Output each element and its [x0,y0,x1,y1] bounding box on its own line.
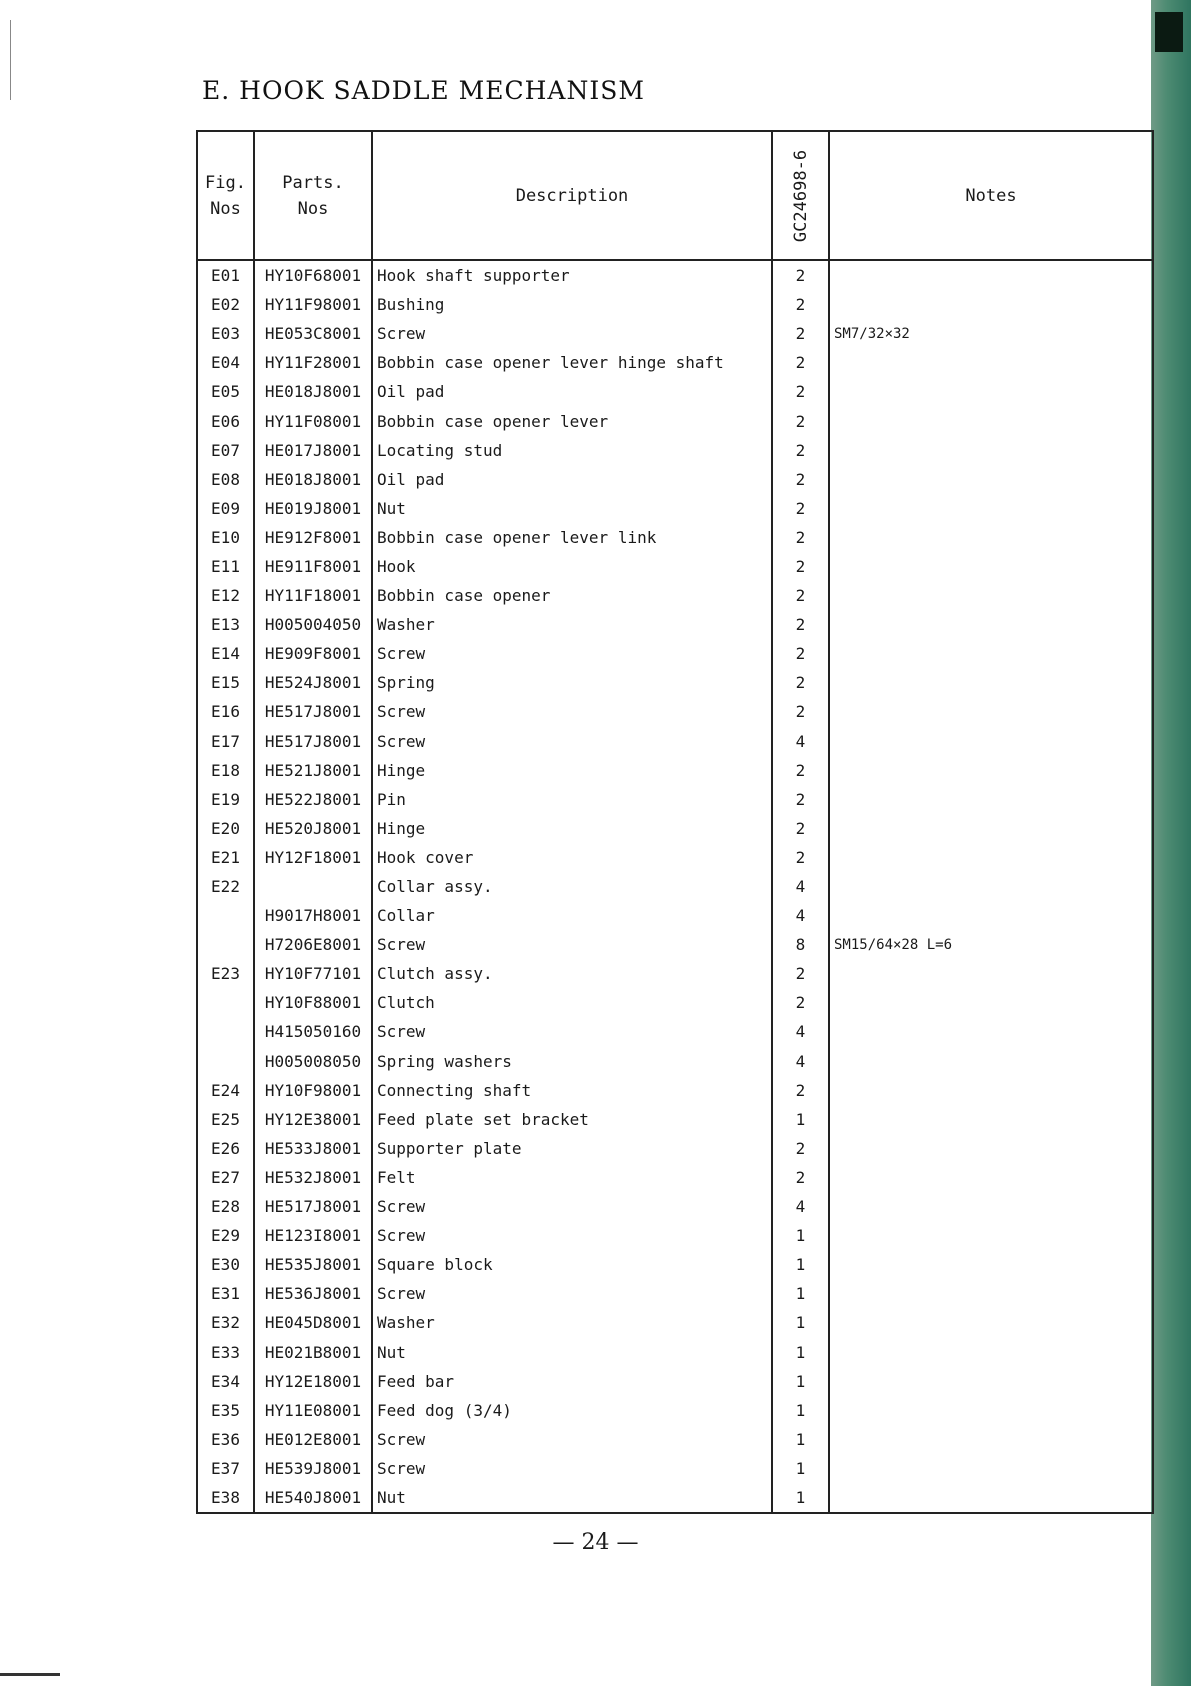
notes-cell [829,1221,1153,1250]
fig-cell: E18 [197,756,254,785]
notes-cell [829,1134,1153,1163]
fig-cell: E23 [197,959,254,988]
quantity-cell: 2 [772,610,829,639]
fig-cell: E05 [197,377,254,406]
description-cell: Bobbin case opener [372,581,772,610]
fig-cell: E19 [197,785,254,814]
col-header-model-text: GC24698-6 [790,149,811,242]
table-row [197,639,1153,668]
quantity-cell: 2 [772,494,829,523]
parts-table-header [197,131,1153,260]
quantity-cell: 1 [772,1337,829,1366]
quantity-cell: 2 [772,668,829,697]
description-cell: Clutch [372,988,772,1017]
notes-cell [829,639,1153,668]
table-row [197,1017,1153,1046]
quantity-cell: 2 [772,785,829,814]
description-cell: Bobbin case opener lever hinge shaft [372,348,772,377]
part-number-cell: HY12F18001 [254,843,372,872]
description-cell: Bushing [372,290,772,319]
part-number-cell: H9017H8001 [254,901,372,930]
notes-cell [829,1483,1153,1513]
table-row [197,930,1153,959]
table-row [197,1105,1153,1134]
part-number-cell: HY11F28001 [254,348,372,377]
part-number-cell: HE539J8001 [254,1454,372,1483]
notes-cell [829,494,1153,523]
table-row [197,377,1153,406]
fig-cell: E10 [197,523,254,552]
notes-cell [829,1396,1153,1425]
notes-cell [829,1367,1153,1396]
quantity-cell: 4 [772,1192,829,1221]
part-number-cell: HE520J8001 [254,814,372,843]
part-number-cell: HE019J8001 [254,494,372,523]
quantity-cell: 2 [772,814,829,843]
part-number-cell: HE012E8001 [254,1425,372,1454]
description-cell: Washer [372,610,772,639]
fig-cell: E08 [197,465,254,494]
quantity-cell: 2 [772,959,829,988]
part-number-cell: HE540J8001 [254,1483,372,1513]
quantity-cell: 2 [772,988,829,1017]
fig-cell: E24 [197,1076,254,1105]
description-cell: Hook cover [372,843,772,872]
notes-cell [829,727,1153,756]
table-row [197,1076,1153,1105]
fig-cell: E13 [197,610,254,639]
table-row [197,523,1153,552]
fig-cell: E12 [197,581,254,610]
parts-table-body [197,260,1153,1513]
description-cell: Washer [372,1308,772,1337]
table-row [197,668,1153,697]
description-cell: Clutch assy. [372,959,772,988]
quantity-cell: 1 [772,1105,829,1134]
fig-cell: E09 [197,494,254,523]
notes-cell [829,1250,1153,1279]
col-header-description: Description [372,131,772,260]
notes-cell [829,581,1153,610]
quantity-cell: 4 [772,1047,829,1076]
part-number-cell: HE532J8001 [254,1163,372,1192]
notes-cell [829,785,1153,814]
fig-cell: E36 [197,1425,254,1454]
description-cell: Screw [372,930,772,959]
part-number-cell: HE517J8001 [254,1192,372,1221]
table-row [197,1454,1153,1483]
description-cell: Spring [372,668,772,697]
description-cell: Bobbin case opener lever [372,406,772,435]
notes-cell [829,260,1153,290]
quantity-cell: 2 [772,523,829,552]
table-row [197,727,1153,756]
col-header-fig-line2: Nos [210,198,241,219]
fig-cell: E28 [197,1192,254,1221]
notes-cell: SM15/64×28 L=6 [829,930,1153,959]
fig-cell: E26 [197,1134,254,1163]
fig-cell: E31 [197,1279,254,1308]
quantity-cell: 1 [772,1221,829,1250]
part-number-cell: HY11F98001 [254,290,372,319]
fig-cell: E17 [197,727,254,756]
notes-cell [829,377,1153,406]
fig-cell [197,930,254,959]
table-row [197,988,1153,1017]
table-row [197,959,1153,988]
margin-line [10,20,11,100]
table-row [197,756,1153,785]
table-row [197,436,1153,465]
part-number-cell: HE045D8001 [254,1308,372,1337]
quantity-cell: 2 [772,406,829,435]
page-edge-strip [1151,0,1191,1686]
fig-cell: E01 [197,260,254,290]
notes-cell [829,1425,1153,1454]
notes-cell [829,697,1153,726]
description-cell: Feed dog (3/4) [372,1396,772,1425]
notes-cell [829,872,1153,901]
part-number-cell: HE517J8001 [254,697,372,726]
fig-cell: E35 [197,1396,254,1425]
quantity-cell: 1 [772,1250,829,1279]
table-row [197,1250,1153,1279]
fig-cell: E22 [197,872,254,901]
fig-cell: E15 [197,668,254,697]
fig-cell: E20 [197,814,254,843]
header-row [197,131,1153,260]
quantity-cell: 4 [772,727,829,756]
part-number-cell: HE053C8001 [254,319,372,348]
quantity-cell: 2 [772,290,829,319]
fig-cell: E38 [197,1483,254,1513]
fig-cell: E27 [197,1163,254,1192]
description-cell: Screw [372,1017,772,1046]
notes-cell [829,436,1153,465]
part-number-cell: H7206E8001 [254,930,372,959]
quantity-cell: 1 [772,1279,829,1308]
notes-cell [829,348,1153,377]
notes-cell [829,1279,1153,1308]
table-row [197,785,1153,814]
fig-cell: E16 [197,697,254,726]
fig-cell: E06 [197,406,254,435]
description-cell: Collar assy. [372,872,772,901]
table-row [197,581,1153,610]
col-header-parts-line1: Parts. [282,172,344,193]
description-cell: Screw [372,727,772,756]
description-cell: Oil pad [372,377,772,406]
fig-cell: E32 [197,1308,254,1337]
quantity-cell: 1 [772,1483,829,1513]
parts-table [196,130,1154,1514]
quantity-cell: 1 [772,1425,829,1454]
part-number-cell: H005004050 [254,610,372,639]
part-number-cell: HE535J8001 [254,1250,372,1279]
notes-cell: SM7/32×32 [829,319,1153,348]
table-row [197,872,1153,901]
description-cell: Nut [372,1483,772,1513]
notes-cell [829,1047,1153,1076]
quantity-cell: 4 [772,901,829,930]
description-cell: Hinge [372,814,772,843]
fig-cell: E04 [197,348,254,377]
description-cell: Screw [372,1221,772,1250]
table-row [197,552,1153,581]
part-number-cell [254,872,372,901]
fig-cell: E34 [197,1367,254,1396]
part-number-cell: HY12E18001 [254,1367,372,1396]
quantity-cell: 2 [772,639,829,668]
table-row [197,1047,1153,1076]
notes-cell [829,814,1153,843]
description-cell: Screw [372,1425,772,1454]
table-row [197,494,1153,523]
part-number-cell: HE123I8001 [254,1221,372,1250]
page-number: — 24 — [552,1530,639,1555]
table-row [197,1279,1153,1308]
notes-cell [829,843,1153,872]
description-cell: Hook [372,552,772,581]
table-row [197,697,1153,726]
quantity-cell: 1 [772,1367,829,1396]
description-cell: Spring washers [372,1047,772,1076]
col-header-notes: Notes [829,131,1153,260]
description-cell: Collar [372,901,772,930]
fig-cell [197,901,254,930]
fig-cell [197,1017,254,1046]
part-number-cell: H005008050 [254,1047,372,1076]
notes-cell [829,610,1153,639]
notes-cell [829,988,1153,1017]
notes-cell [829,1105,1153,1134]
description-cell: Screw [372,697,772,726]
quantity-cell: 2 [772,377,829,406]
description-cell: Supporter plate [372,1134,772,1163]
description-cell: Locating stud [372,436,772,465]
part-number-cell: HE521J8001 [254,756,372,785]
part-number-cell: HE017J8001 [254,436,372,465]
notes-cell [829,959,1153,988]
table-row [197,1192,1153,1221]
description-cell: Pin [372,785,772,814]
quantity-cell: 1 [772,1308,829,1337]
notes-cell [829,290,1153,319]
fig-cell: E37 [197,1454,254,1483]
table-row [197,1163,1153,1192]
fig-cell: E03 [197,319,254,348]
notes-cell [829,756,1153,785]
part-number-cell: HE911F8001 [254,552,372,581]
quantity-cell: 1 [772,1454,829,1483]
table-row [197,814,1153,843]
part-number-cell: HE912F8001 [254,523,372,552]
part-number-cell: HE517J8001 [254,727,372,756]
description-cell: Oil pad [372,465,772,494]
part-number-cell: HE018J8001 [254,465,372,494]
description-cell: Screw [372,1454,772,1483]
quantity-cell: 2 [772,465,829,494]
description-cell: Feed bar [372,1367,772,1396]
fig-cell: E29 [197,1221,254,1250]
table-row [197,348,1153,377]
part-number-cell: HY11F18001 [254,581,372,610]
fig-cell: E14 [197,639,254,668]
quantity-cell: 2 [772,581,829,610]
col-header-fig [197,131,254,260]
part-number-cell: HE909F8001 [254,639,372,668]
description-cell: Hinge [372,756,772,785]
table-row [197,1134,1153,1163]
table-row [197,290,1153,319]
quantity-cell: 2 [772,552,829,581]
part-number-cell: HE533J8001 [254,1134,372,1163]
quantity-cell: 1 [772,1396,829,1425]
part-number-cell: HE524J8001 [254,668,372,697]
fig-cell: E25 [197,1105,254,1134]
fig-cell: E07 [197,436,254,465]
edge-dark-mark [1155,12,1183,52]
corner-mark [0,1673,60,1676]
col-header-fig-line1: Fig. [205,172,246,193]
description-cell: Screw [372,1192,772,1221]
notes-cell [829,1192,1153,1221]
quantity-cell: 2 [772,348,829,377]
part-number-cell: HE522J8001 [254,785,372,814]
description-cell: Nut [372,1337,772,1366]
quantity-cell: 2 [772,1076,829,1105]
description-cell: Connecting shaft [372,1076,772,1105]
description-cell: Screw [372,319,772,348]
notes-cell [829,1017,1153,1046]
table-row [197,1425,1153,1454]
part-number-cell: H415050160 [254,1017,372,1046]
part-number-cell: HY12E38001 [254,1105,372,1134]
notes-cell [829,1076,1153,1105]
table-row [197,843,1153,872]
notes-cell [829,668,1153,697]
part-number-cell: HY10F77101 [254,959,372,988]
notes-cell [829,406,1153,435]
quantity-cell: 4 [772,1017,829,1046]
notes-cell [829,465,1153,494]
description-cell: Screw [372,639,772,668]
fig-cell: E30 [197,1250,254,1279]
part-number-cell: HE021B8001 [254,1337,372,1366]
quantity-cell: 2 [772,319,829,348]
table-row [197,901,1153,930]
part-number-cell: HY10F68001 [254,260,372,290]
table-row [197,260,1153,290]
description-cell: Nut [372,494,772,523]
quantity-cell: 4 [772,872,829,901]
quantity-cell: 2 [772,697,829,726]
quantity-cell: 8 [772,930,829,959]
col-header-parts-line2: Nos [297,198,329,219]
notes-cell [829,1454,1153,1483]
part-number-cell: HY11E08001 [254,1396,372,1425]
part-number-cell: HY11F08001 [254,406,372,435]
description-cell: Feed plate set bracket [372,1105,772,1134]
section-title: E. HOOK SADDLE MECHANISM [202,76,645,105]
part-number-cell: HY10F88001 [254,988,372,1017]
notes-cell [829,1308,1153,1337]
fig-cell: E11 [197,552,254,581]
notes-cell [829,901,1153,930]
part-number-cell: HE536J8001 [254,1279,372,1308]
table-row [197,1221,1153,1250]
part-number-cell: HE018J8001 [254,377,372,406]
table-row [197,1396,1153,1425]
notes-cell [829,552,1153,581]
quantity-cell: 2 [772,843,829,872]
fig-cell: E21 [197,843,254,872]
part-number-cell: HY10F98001 [254,1076,372,1105]
quantity-cell: 2 [772,756,829,785]
notes-cell [829,1163,1153,1192]
table-row [197,1483,1153,1513]
description-cell: Square block [372,1250,772,1279]
notes-cell [829,523,1153,552]
fig-cell [197,1047,254,1076]
fig-cell [197,988,254,1017]
description-cell: Screw [372,1279,772,1308]
quantity-cell: 2 [772,436,829,465]
table-row [197,319,1153,348]
table-row [197,610,1153,639]
notes-cell [829,1337,1153,1366]
table-row [197,1337,1153,1366]
description-cell: Bobbin case opener lever link [372,523,772,552]
col-header-model [772,131,829,260]
description-cell: Hook shaft supporter [372,260,772,290]
table-row [197,406,1153,435]
table-row [197,1367,1153,1396]
col-header-parts [254,131,372,260]
table-row [197,465,1153,494]
quantity-cell: 2 [772,1163,829,1192]
table-row [197,1308,1153,1337]
fig-cell: E02 [197,290,254,319]
quantity-cell: 2 [772,260,829,290]
quantity-cell: 2 [772,1134,829,1163]
fig-cell: E33 [197,1337,254,1366]
description-cell: Felt [372,1163,772,1192]
